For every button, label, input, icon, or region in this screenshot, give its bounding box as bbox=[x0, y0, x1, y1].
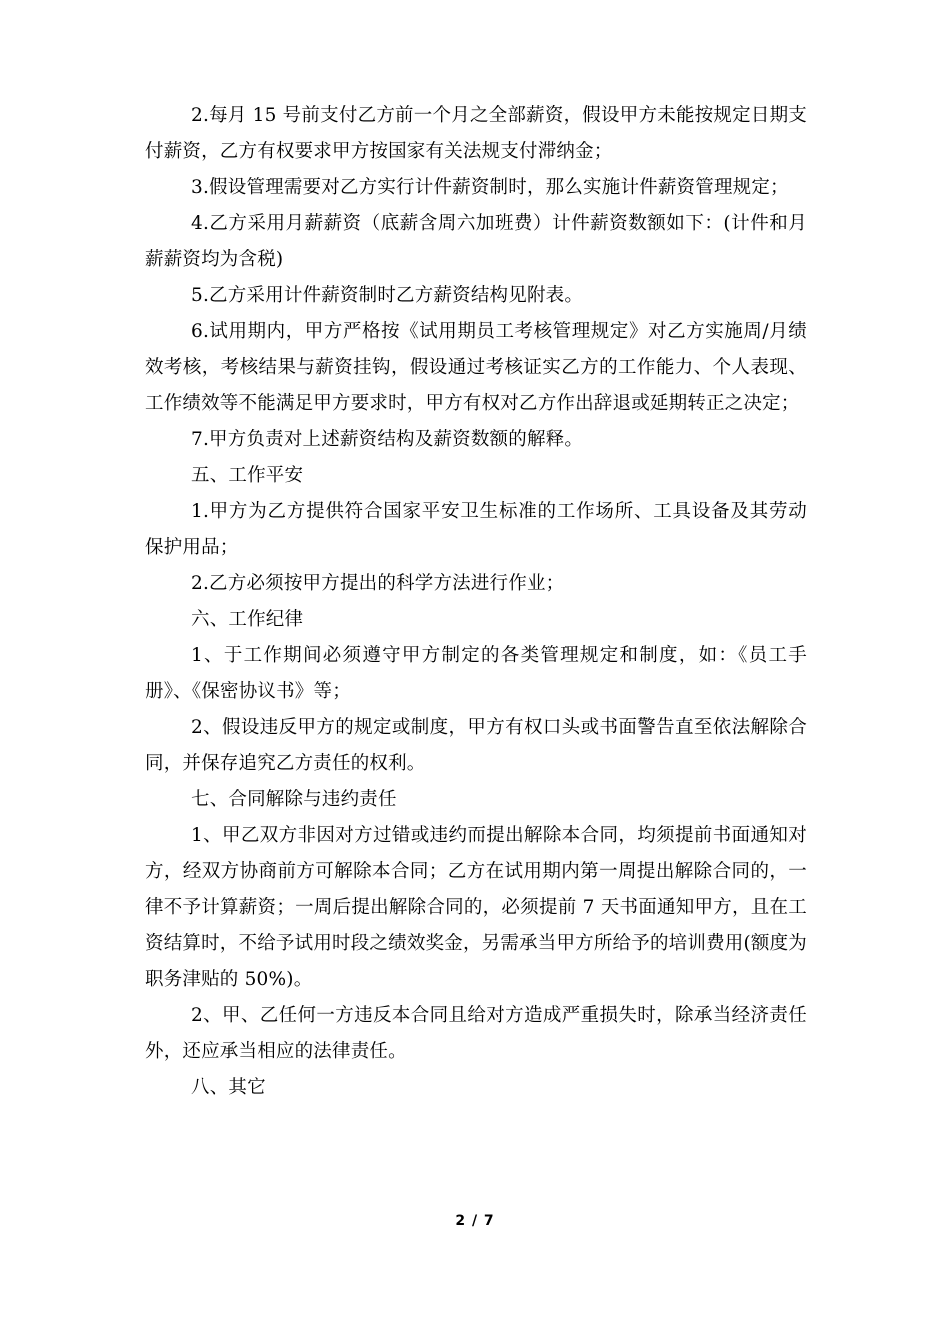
paragraph: 2.每月 15 号前支付乙方前一个月之全部薪资，假设甲方未能按规定日期支付薪资，乙方有权要求甲方按国家有关法规支付滞纳金； bbox=[145, 105, 807, 162]
section-heading: 五、工作平安 bbox=[191, 465, 304, 486]
paragraph: 7.甲方负责对上述薪资结构及薪资数额的解释。 bbox=[191, 429, 584, 450]
section-heading: 七、合同解除与违约责任 bbox=[191, 789, 397, 810]
paragraph: 5.乙方采用计件薪资制时乙方薪资结构见附表。 bbox=[191, 285, 584, 306]
paragraph: 6.试用期内，甲方严格按《试用期员工考核管理规定》对乙方实施周/月绩效考核，考核结果与薪资挂钩，假设通过考核证实乙方的工作能力、个人表现、工作绩效等不能满足甲方要求时，甲方有权对乙方作出辞退或延期转正之决定； bbox=[145, 321, 807, 414]
paragraph: 4.乙方采用月薪薪资（底薪含周六加班费）计件薪资数额如下：(计件和月薪薪资均为含税) bbox=[145, 213, 807, 270]
paragraph: 1、于工作期间必须遵守甲方制定的各类管理规定和制度，如：《员工手册》、《保密协议书》等； bbox=[145, 645, 807, 702]
document-body bbox=[145, 98, 807, 1106]
paragraph: 2、假设违反甲方的规定或制度，甲方有权口头或书面警告直至依法解除合同，并保存追究乙方责任的权利。 bbox=[145, 717, 807, 774]
paragraph: 1.甲方为乙方提供符合国家平安卫生标准的工作场所、工具设备及其劳动保护用品； bbox=[145, 501, 807, 558]
section-heading: 八、其它 bbox=[191, 1077, 266, 1098]
page-number: 2 / 7 bbox=[455, 1213, 495, 1229]
paragraph: 2.乙方必须按甲方提出的科学方法进行作业； bbox=[191, 573, 565, 594]
section-heading: 六、工作纪律 bbox=[191, 609, 304, 630]
paragraph: 2、甲、乙任何一方违反本合同且给对方造成严重损失时，除承当经济责任外，还应承当相应的法律责任。 bbox=[145, 1005, 807, 1062]
paragraph: 1、甲乙双方非因对方过错或违约而提出解除本合同，均须提前书面通知对方，经双方协商前方可解除本合同；乙方在试用期内第一周提出解除合同的，一律不予计算薪资；一周后提出解除合同的，必须提前 7 天书面通知甲方，且在工资结算时，不给予试用时段之绩效奖金，另需承当甲方所给予的培训费用(额度为职务津贴的 50%)。 bbox=[145, 825, 807, 990]
paragraph: 3.假设管理需要对乙方实行计件薪资制时，那么实施计件薪资管理规定； bbox=[191, 177, 789, 198]
